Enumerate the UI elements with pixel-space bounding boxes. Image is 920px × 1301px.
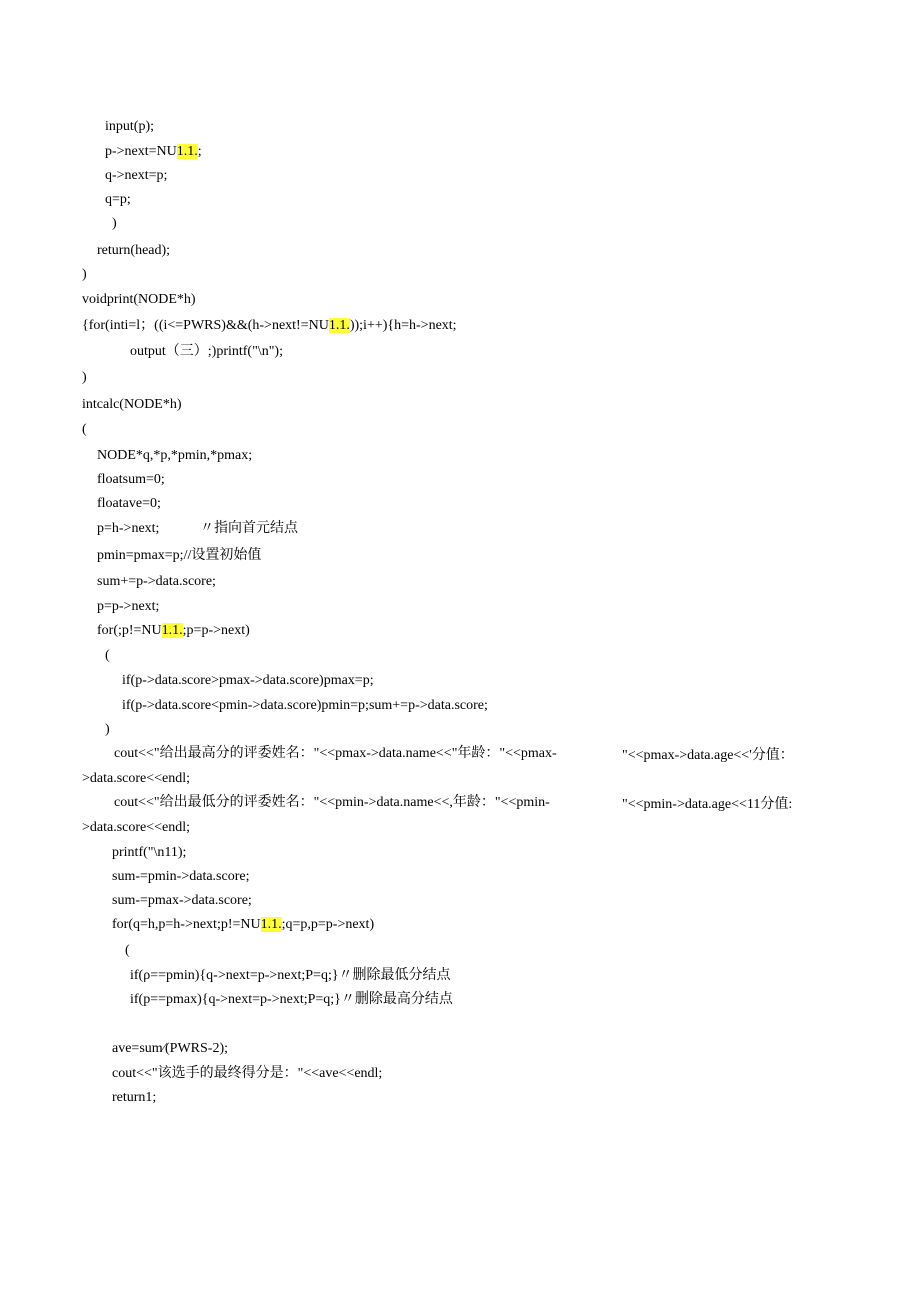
code-line bbox=[112, 215, 117, 233]
code-line bbox=[105, 191, 131, 209]
code-text: >data.score<<endl; bbox=[82, 771, 191, 786]
code-line bbox=[130, 991, 453, 1009]
code-text: ;p=p->next) bbox=[182, 623, 250, 638]
code-text: ) bbox=[105, 722, 110, 737]
code-line bbox=[82, 317, 457, 335]
code-line bbox=[112, 916, 374, 934]
code-text: for(;p!=NU bbox=[97, 623, 162, 638]
code-text: {for(inti=l；((i<=PWRS)&&(h->next!=NU bbox=[82, 318, 329, 333]
code-text: sum-=pmin->data.score; bbox=[112, 869, 250, 884]
code-line bbox=[97, 242, 170, 260]
code-text: cout<<"给出最低分的评委姓名："<<pmin->data.name<<,年龄："<<pmin- bbox=[114, 795, 550, 810]
code-line bbox=[105, 118, 154, 136]
code-text: intcalc(NODE*h) bbox=[82, 397, 182, 412]
code-line bbox=[112, 1040, 228, 1058]
code-line bbox=[622, 747, 794, 765]
code-line bbox=[97, 598, 159, 616]
code-text: floatave=0; bbox=[97, 496, 161, 511]
code-text: input(p); bbox=[105, 119, 154, 134]
code-line bbox=[82, 421, 87, 439]
code-text: cout<<"给出最高分的评委姓名："<<pmax->data.name<<"年龄："<<pmax- bbox=[114, 746, 557, 761]
code-text: if(p->data.score>pmax->data.score)pmax=p; bbox=[122, 673, 374, 688]
code-text: ;q=p,p=p->next) bbox=[281, 917, 375, 932]
code-text: sum-=pmax->data.score; bbox=[112, 893, 252, 908]
code-line bbox=[82, 291, 196, 309]
code-line bbox=[97, 520, 159, 538]
code-text: ) bbox=[82, 370, 87, 385]
code-text: NODE*q,*p,*pmin,*pmax; bbox=[97, 448, 253, 463]
code-line bbox=[97, 622, 250, 640]
code-line bbox=[97, 547, 261, 565]
code-text: printf("\n11); bbox=[112, 845, 187, 860]
code-text: pmin=pmax=p;//设置初始值 bbox=[97, 548, 262, 563]
code-text: >data.score<<endl; bbox=[82, 820, 191, 835]
code-text: for(q=h,p=h->next;p!=NU bbox=[112, 917, 261, 932]
code-line bbox=[130, 967, 451, 985]
code-line bbox=[105, 721, 110, 739]
code-text: p->next=NU bbox=[105, 144, 177, 159]
code-text: 〃指向首元结点 bbox=[200, 521, 298, 536]
code-text: ) bbox=[112, 216, 117, 231]
code-text: cout<<"该选手的最终得分是："<<ave<<endl; bbox=[112, 1066, 383, 1081]
code-line bbox=[97, 573, 216, 591]
code-text: return1; bbox=[112, 1090, 157, 1105]
code-text: q=p; bbox=[105, 192, 131, 207]
code-text: "<<pmin->data.age<<11分值: bbox=[622, 797, 793, 812]
code-line bbox=[97, 495, 161, 513]
code-text: output（三）;)printf("\n"); bbox=[130, 344, 283, 359]
code-line bbox=[125, 942, 130, 960]
code-line bbox=[97, 447, 252, 465]
code-line bbox=[97, 471, 165, 489]
highlighted-text: 1.1. bbox=[176, 144, 198, 159]
code-line bbox=[114, 794, 550, 812]
highlighted-text: 1.1. bbox=[328, 318, 350, 333]
code-line bbox=[622, 796, 792, 814]
code-line bbox=[122, 672, 374, 690]
code-line bbox=[105, 143, 202, 161]
code-line bbox=[82, 770, 190, 788]
highlighted-text: 1.1. bbox=[260, 917, 282, 932]
code-line bbox=[82, 396, 182, 414]
code-text: ave=sum∕(PWRS-2); bbox=[112, 1041, 228, 1056]
code-line bbox=[114, 745, 557, 763]
code-text: ( bbox=[105, 648, 110, 663]
code-text: if(ρ==pmin){q->next=p->next;P=q;}〃删除最低分结点 bbox=[130, 968, 451, 983]
code-line bbox=[82, 266, 87, 284]
code-text: floatsum=0; bbox=[97, 472, 165, 487]
code-text: voidprint(NODE*h) bbox=[82, 292, 196, 307]
code-line bbox=[200, 520, 298, 538]
code-text: p=h->next; bbox=[97, 521, 160, 536]
code-line bbox=[82, 369, 87, 387]
code-line bbox=[112, 892, 252, 910]
code-text: p=p->next; bbox=[97, 599, 160, 614]
code-line bbox=[112, 868, 249, 886]
code-line bbox=[112, 1065, 382, 1083]
highlighted-text: 1.1. bbox=[161, 623, 183, 638]
code-text: ( bbox=[82, 422, 87, 437]
code-line bbox=[105, 167, 167, 185]
code-text: sum+=p->data.score; bbox=[97, 574, 216, 589]
code-text: ; bbox=[197, 144, 202, 159]
code-text: q->next=p; bbox=[105, 168, 168, 183]
code-text: if(p->data.score<pmin->data.score)pmin=p;sum+=p->data.score; bbox=[122, 698, 488, 713]
code-line bbox=[122, 697, 488, 715]
code-text: ) bbox=[82, 267, 87, 282]
code-line bbox=[105, 647, 110, 665]
code-line bbox=[130, 343, 283, 361]
code-text: ));i++){h=h->next; bbox=[349, 318, 457, 333]
code-text: ( bbox=[125, 943, 130, 958]
code-line bbox=[82, 819, 190, 837]
code-line bbox=[112, 844, 186, 862]
code-text: "<<pmax->data.age<<'分值： bbox=[622, 748, 794, 763]
code-text: if(p==pmax){q->next=p->next;P=q;}〃删除最高分结点 bbox=[130, 992, 453, 1007]
code-text: return(head); bbox=[97, 243, 171, 258]
code-line bbox=[112, 1089, 156, 1107]
